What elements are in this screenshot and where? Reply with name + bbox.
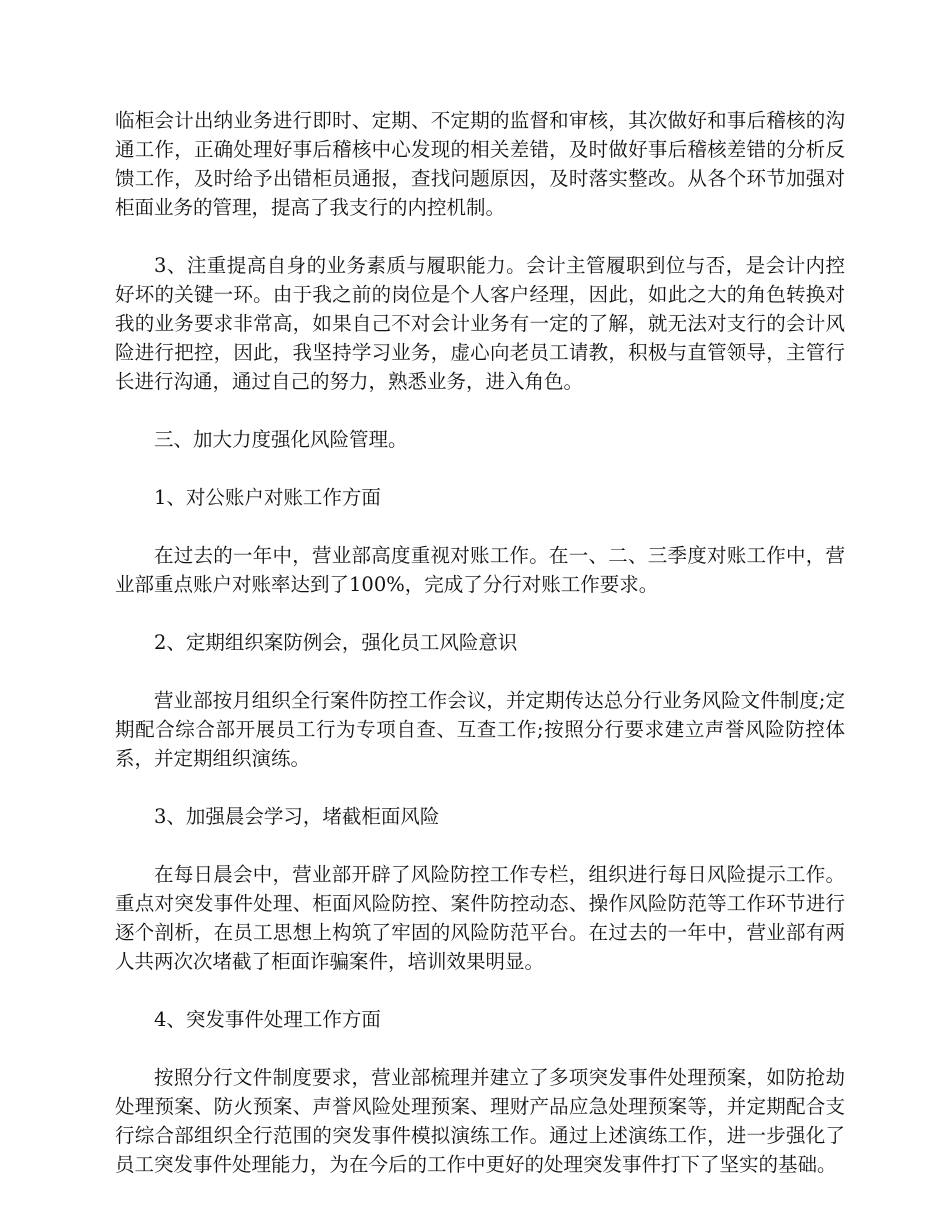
paragraph-case-prevention-meetings: 营业部按月组织全行案件防控工作会议，并定期传达总分行业务风险文件制度;定期配合综合部开展员工行为专项自查、互查工作;按照分行要求建立声誉风险防控体系，并定期组织演练。 bbox=[115, 689, 845, 770]
paragraph-continuation: 临柜会计出纳业务进行即时、定期、不定期的监督和审核，其次做好和事后稽核的沟通工作，正确处理好事后稽核中心发现的相关差错，及时做好事后稽核差错的分析反馈工作，及时给予出错柜员通报，查找问题原因，及时落实整改。从各个环节加强对柜面业务的管理，提高了我支行的内控机制。 bbox=[115, 109, 845, 219]
subheading-account-reconciliation: 1、对公账户对账工作方面 bbox=[154, 486, 381, 509]
subheading-emergency-handling: 4、突发事件处理工作方面 bbox=[154, 1008, 381, 1031]
subheading-morning-meetings: 3、加强晨会学习，堵截柜面风险 bbox=[154, 805, 440, 828]
section-heading-risk-management: 三、加大力度强化风险管理。 bbox=[154, 428, 408, 451]
paragraph-emergency-handling: 按照分行文件制度要求，营业部梳理并建立了多项突发事件处理预案，如防抢劫处理预案、防火预案、声誉风险处理预案、理财产品应急处理预案等，并定期配合支行综合部组织全行范围的突发事件模拟演练工作。通过上述演练工作，进一步强化了员工突发事件处理能力，为在今后的工作中更好的处理突发事件打下了坚实的基础。 bbox=[115, 1066, 845, 1176]
paragraph-morning-meetings: 在每日晨会中，营业部开辟了风险防控工作专栏，组织进行每日风险提示工作。重点对突发事件处理、柜面风险防控、案件防控动态、操作风险防范等工作环节进行逐个剖析，在员工思想上构筑了牢固的风险防范平台。在过去的一年中，营业部有两人共两次次堵截了柜面诈骗案件，培训效果明显。 bbox=[115, 863, 845, 973]
paragraph-account-reconciliation: 在过去的一年中，营业部高度重视对账工作。在一、二、三季度对账工作中，营业部重点账户对账率达到了100%，完成了分行对账工作要求。 bbox=[115, 544, 845, 596]
paragraph-self-improvement: 3、注重提高自身的业务素质与履职能力。会计主管履职到位与否，是会计内控好坏的关键一环。由于我之前的岗位是个人客户经理，因此，如此之大的角色转换对我的业务要求非常高，如果自己不对会计业务有一定的了解，就无法对支行的会计风险进行把控，因此，我坚持学习业务，虚心向老员工请教，积极与直管领导，主管行长进行沟通，通过自己的努力，熟悉业务，进入角色。 bbox=[115, 254, 845, 393]
subheading-case-prevention-meetings: 2、定期组织案防例会，强化员工风险意识 bbox=[154, 631, 518, 654]
document-page bbox=[115, 106, 845, 1208]
